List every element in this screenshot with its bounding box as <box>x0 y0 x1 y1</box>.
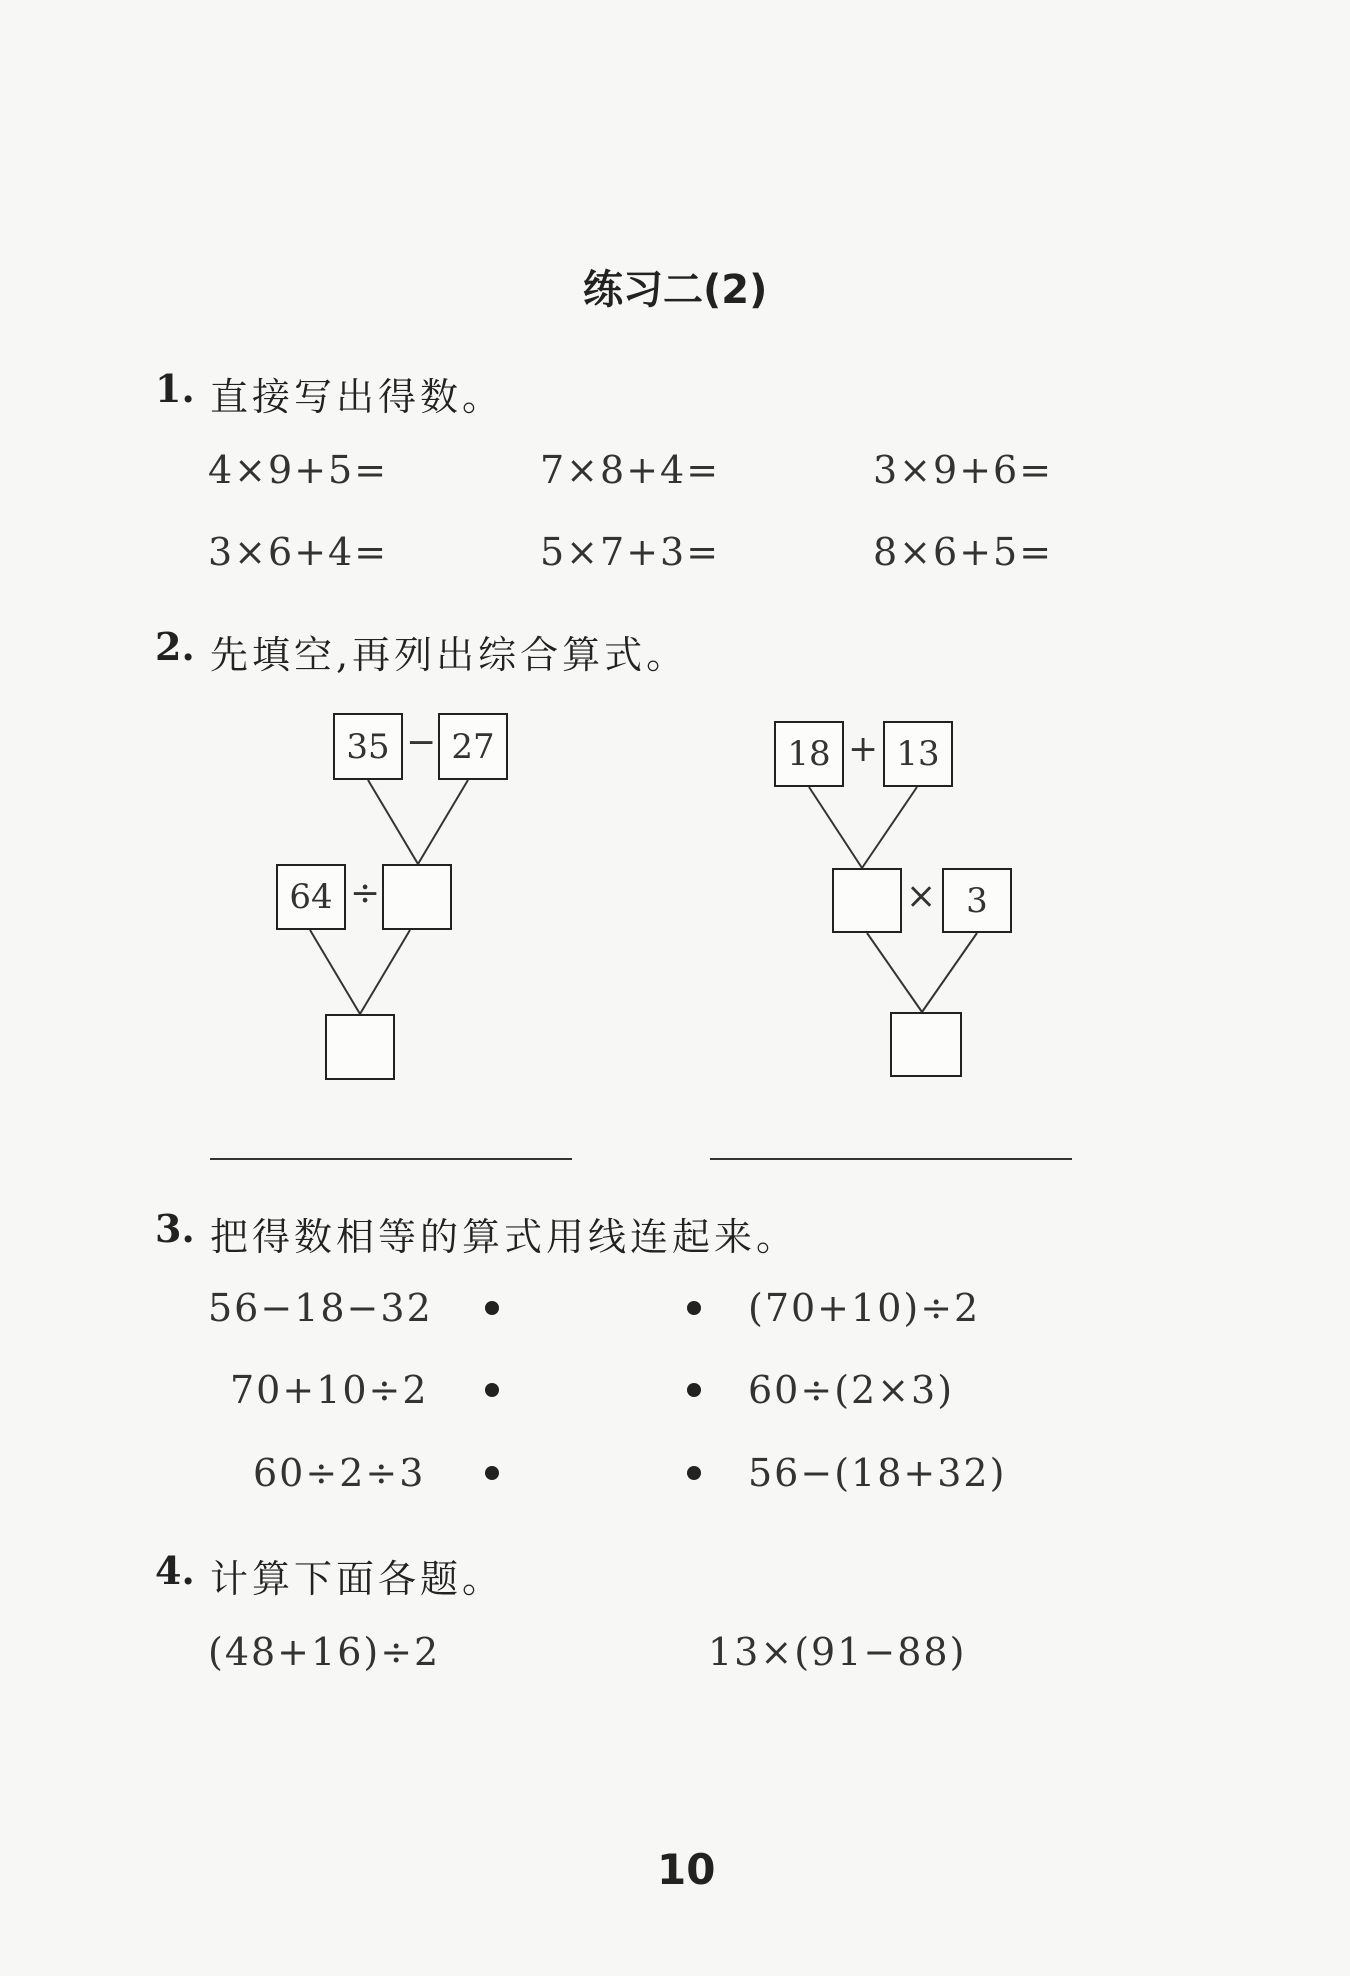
question-3-number: 3. <box>155 1206 195 1251</box>
q4-item: (48+16)÷2 <box>208 1630 441 1674</box>
left-tree-mid-a-box: 64 <box>276 864 346 930</box>
q3-right-dot[interactable] <box>687 1383 701 1397</box>
right-tree-mid-blank-box[interactable] <box>832 868 902 933</box>
question-4-number: 4. <box>155 1548 195 1593</box>
question-2-number: 2. <box>155 624 195 669</box>
question-1-number: 1. <box>155 366 195 411</box>
q1-item: 4×9+5= <box>208 448 389 492</box>
left-tree-top-a-box: 35 <box>333 713 403 780</box>
page-title: 练习二(2) <box>583 267 768 313</box>
left-tree-top-operator: − <box>406 722 437 763</box>
q3-left-expression: 56−18−32 <box>208 1286 433 1330</box>
q3-left-dot[interactable] <box>485 1383 499 1397</box>
q3-left-expression: 60÷2÷3 <box>253 1451 426 1495</box>
left-tree-line <box>418 780 468 864</box>
q1-item: 3×9+6= <box>873 448 1054 492</box>
q3-right-expression: (70+10)÷2 <box>748 1286 981 1330</box>
question-2-text: 先填空,再列出综合算式。 <box>210 633 689 677</box>
page-number: 10 <box>657 1845 716 1894</box>
q1-item: 5×7+3= <box>540 530 721 574</box>
q1-item: 3×6+4= <box>208 530 389 574</box>
right-tree-top-b-box: 13 <box>883 721 953 787</box>
q4-item: 13×(91−88) <box>708 1630 967 1674</box>
left-tree-line <box>360 930 410 1014</box>
q3-left-dot[interactable] <box>485 1466 499 1480</box>
left-tree-mid-blank-box[interactable] <box>382 864 452 930</box>
right-tree-mid-operator: × <box>906 876 937 917</box>
q3-right-expression: 60÷(2×3) <box>748 1368 955 1412</box>
q3-left-dot[interactable] <box>485 1301 499 1315</box>
left-answer-line[interactable] <box>210 1158 572 1160</box>
q3-right-dot[interactable] <box>687 1466 701 1480</box>
question-3-text: 把得数相等的算式用线连起来。 <box>210 1215 799 1259</box>
right-tree-line <box>809 787 862 868</box>
q1-item: 8×6+5= <box>873 530 1054 574</box>
right-tree-top-a-box: 18 <box>774 721 844 787</box>
q3-right-dot[interactable] <box>687 1301 701 1315</box>
left-tree-mid-operator: ÷ <box>350 873 381 914</box>
right-tree-line <box>922 933 977 1012</box>
right-tree-mid-b-box: 3 <box>942 868 1012 933</box>
q3-left-expression: 70+10÷2 <box>230 1368 429 1412</box>
left-tree-result-blank-box[interactable] <box>325 1014 395 1080</box>
left-tree-line <box>368 780 418 864</box>
right-tree-result-blank-box[interactable] <box>890 1012 962 1077</box>
right-tree-line <box>862 787 917 868</box>
q1-item: 7×8+4= <box>540 448 721 492</box>
right-tree-top-operator: + <box>848 729 879 770</box>
right-tree-line <box>867 933 922 1012</box>
left-tree-line <box>310 930 360 1014</box>
question-4-text: 计算下面各题。 <box>210 1557 505 1601</box>
left-tree-top-b-box: 27 <box>438 713 508 780</box>
q3-right-expression: 56−(18+32) <box>748 1451 1007 1495</box>
question-1-text: 直接写出得数。 <box>210 375 505 419</box>
right-answer-line[interactable] <box>710 1158 1072 1160</box>
